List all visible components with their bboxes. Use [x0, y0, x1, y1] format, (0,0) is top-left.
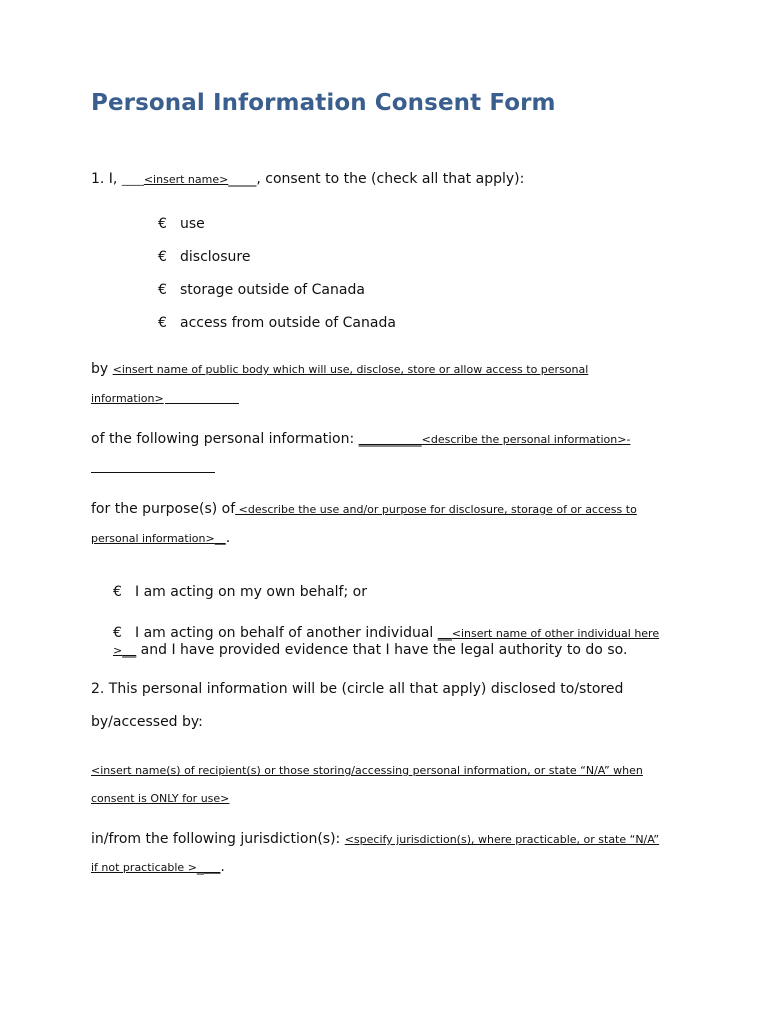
option-use[interactable]: [158, 215, 205, 233]
name-blank-after: ____: [228, 171, 257, 187]
info-blank: _________: [358, 431, 422, 447]
option-label: use: [180, 216, 205, 232]
recipients-placeholder-cont[interactable]: consent is ONLY for use>: [91, 792, 230, 805]
other-individual-placeholder-cont[interactable]: >: [113, 644, 123, 657]
intro-prefix: 1. I,: [91, 171, 122, 187]
purpose-placeholder[interactable]: <describe the use and/or purpose for disclosure, storage of or access to: [235, 503, 637, 516]
checkbox-icon[interactable]: €: [113, 584, 122, 600]
checkbox-icon[interactable]: €: [113, 625, 122, 641]
blank-rule: [91, 472, 215, 473]
purpose-blank: __: [214, 532, 226, 545]
recipients-placeholder[interactable]: <insert name(s) of recipient(s) or those storing/accessing personal information, or state “N/A” when: [91, 764, 643, 777]
public-body-line: [91, 360, 588, 379]
option-label: disclosure: [180, 249, 251, 265]
checkbox-icon[interactable]: €: [158, 315, 167, 331]
section2-line-1: 2. This personal information will be (circle all that apply) disclosed to/stored: [91, 681, 624, 697]
name-placeholder[interactable]: <insert name>: [143, 173, 229, 186]
option-own-behalf[interactable]: [113, 583, 367, 601]
purpose-line: [91, 500, 637, 519]
jurisdiction-label: in/from the following jurisdiction(s):: [91, 831, 345, 847]
other-behalf-suffix: and I have provided evidence that I have the legal authority to do so.: [136, 642, 628, 658]
jurisdiction-blank-2: ___: [203, 861, 221, 874]
purpose-line-2: [91, 529, 230, 548]
other-blank: __: [437, 625, 452, 641]
checkbox-icon[interactable]: €: [158, 282, 167, 298]
other-individual-placeholder[interactable]: <insert name of other individual here: [451, 627, 660, 640]
intro-suffix: , consent to the (check all that apply):: [256, 171, 525, 187]
option-disclosure[interactable]: [158, 248, 250, 266]
checkbox-icon[interactable]: €: [158, 216, 167, 232]
by-label: by: [91, 361, 113, 377]
jurisdiction-placeholder-cont[interactable]: if not practicable >: [91, 861, 197, 874]
purpose-label: for the purpose(s) of: [91, 501, 236, 517]
option-label: I am acting on behalf of another individual: [135, 625, 438, 641]
consent-intro-line: [91, 170, 524, 189]
blank-rule: [165, 403, 239, 404]
option-storage-outside-canada[interactable]: [158, 281, 365, 299]
public-body-line-2: [91, 389, 164, 408]
jurisdiction-end: .: [220, 859, 225, 875]
purpose-placeholder-cont[interactable]: personal information>: [91, 532, 215, 545]
other-behalf-line-2: [113, 641, 627, 660]
public-body-placeholder-cont[interactable]: information>: [91, 392, 164, 405]
purpose-end: .: [225, 530, 231, 546]
info-placeholder[interactable]: <describe the personal information>-: [421, 433, 631, 446]
other-blank-2: __: [122, 642, 137, 658]
option-label: I am acting on my own behalf; or: [135, 584, 367, 600]
jurisdiction-line: [91, 830, 659, 849]
public-body-placeholder[interactable]: <insert name of public body which will use, disclose, store or allow access to personal: [112, 363, 589, 376]
page-title: Personal Information Consent Form: [91, 90, 556, 116]
jurisdiction-line-2: [91, 858, 225, 877]
jurisdiction-blank: _: [196, 859, 204, 875]
recipients-line-2: [91, 789, 229, 808]
option-access-outside-canada[interactable]: [158, 314, 396, 332]
name-blank-before: ____: [121, 173, 144, 186]
jurisdiction-placeholder[interactable]: <specify jurisdiction(s), where practicable, or state “N/A”: [344, 833, 660, 846]
section2-line-2: by/accessed by:: [91, 714, 203, 730]
info-label: of the following personal information:: [91, 431, 359, 447]
checkbox-icon[interactable]: €: [158, 249, 167, 265]
personal-info-line: [91, 430, 630, 449]
recipients-line: [91, 761, 643, 780]
option-label: access from outside of Canada: [180, 315, 396, 331]
option-label: storage outside of Canada: [180, 282, 365, 298]
